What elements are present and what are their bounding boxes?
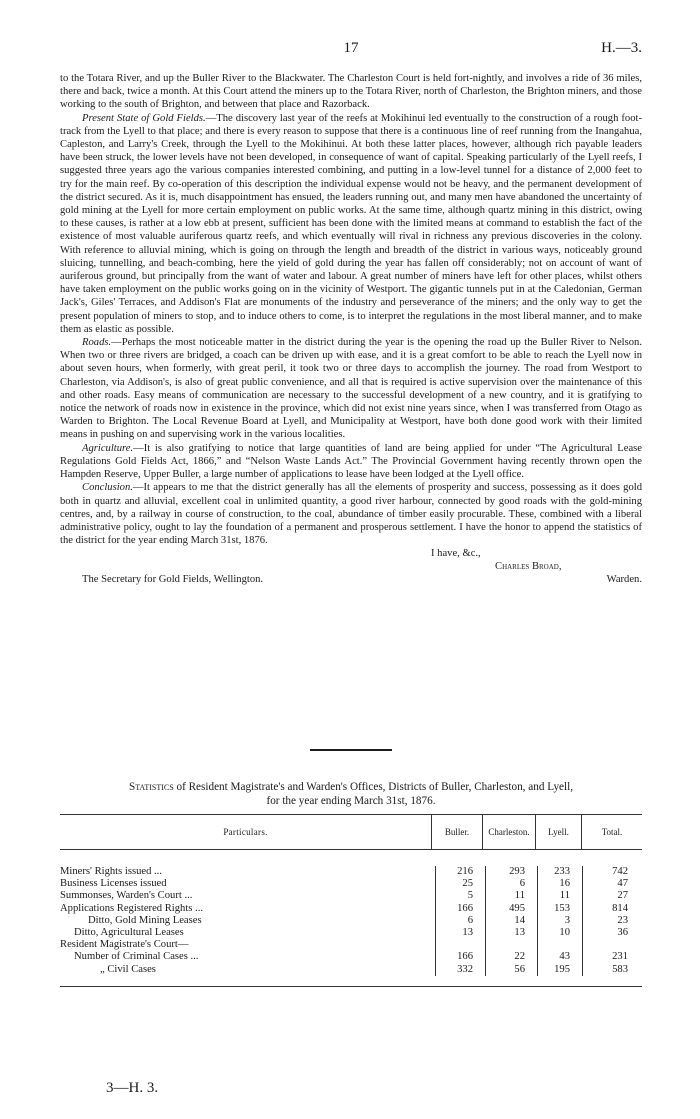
body-text bbox=[60, 72, 642, 585]
section-divider bbox=[310, 749, 392, 751]
cell-total: 583 bbox=[582, 964, 642, 976]
header-particulars: Particulars. bbox=[223, 827, 268, 837]
row-label: Business Licenses issued bbox=[60, 878, 167, 890]
cell-buller bbox=[435, 939, 485, 951]
cell-total: 27 bbox=[582, 890, 642, 902]
paragraph-conclusion: Conclusion.—It appears to me that the district generally has all the elements of prosperity and success, possessing as it does gold both in quartz and alluvial, excellent coal in unlimited quantity, a good river harbour, connected by good roads with the gold-mining centres, and, by a railway in course of construction, to the coal, abundance of timber easily procurable. These, combined with a liberal administrative policy, ought to lay the foundation of a permanent and prosperous settlement. I have the honor to append the statistics of the district for the year ending March 31st, 1876. bbox=[60, 482, 642, 547]
cell-buller: 166 bbox=[435, 951, 485, 963]
cell-total: 23 bbox=[582, 915, 642, 927]
document-reference: H.—3. bbox=[601, 40, 642, 56]
paragraph-roads: Roads.—Perhaps the most noticeable matter in the district during the year is the opening the road up the Buller River to Nelson. When two or three rivers are bridged, a coach can be driven up with ease, and it is a great comfort to be able to reach the Lyell now in about seven hours, when formerly, with great peril, it took two or three days to accomplish the journey. The road from Westport to Charleston, via Addison's, is also of great public convenience, and all that is required is active supervision over the maintenance of this and other roads. Easy means of communication are necessary to the successful development of a new country, and it is gratifying to notice the network of roads now in existence in the province, which did not exist nine years since, when I was transferred from Otago as Warden to Brighton. The Local Revenue Board at Lyell, and Municipality at Westport, have both done good work with their limited means in pushing on and supervising work in the various localities. bbox=[60, 337, 642, 441]
cell-charleston: 56 bbox=[485, 964, 537, 976]
paragraph-lead: Agriculture. bbox=[82, 442, 134, 454]
cell-lyell: 11 bbox=[537, 890, 582, 902]
signature-name: Charles Broad, bbox=[495, 561, 562, 573]
table-row bbox=[60, 927, 642, 939]
row-label: Number of Criminal Cases ... bbox=[74, 951, 199, 963]
cell-total: 742 bbox=[582, 866, 642, 878]
header-total: Total. bbox=[581, 815, 642, 849]
table-row bbox=[60, 939, 642, 951]
row-label: Ditto, Gold Mining Leases bbox=[88, 914, 202, 926]
cell-buller: 13 bbox=[435, 927, 485, 939]
table-row bbox=[60, 903, 642, 915]
header-buller: Buller. bbox=[431, 815, 482, 849]
header-charleston: Charleston. bbox=[482, 815, 535, 849]
cell-lyell bbox=[537, 939, 582, 951]
table-body bbox=[60, 850, 642, 986]
cell-buller: 166 bbox=[435, 903, 485, 915]
row-label: Resident Magistrate's Court— bbox=[60, 939, 189, 951]
table-header-row bbox=[60, 815, 642, 850]
paragraph-lead: Roads. bbox=[82, 337, 112, 349]
cell-buller: 332 bbox=[435, 964, 485, 976]
table-title: Statistics of Resident Magistrate's and Warden's Offices, Districts of Buller, Charleston, and Lyell, for the year ending March 31st, 1876. bbox=[60, 780, 642, 808]
signature-block bbox=[60, 547, 642, 585]
paragraph-agriculture: Agriculture.—It is also gratifying to notice that large quantities of land are being applied for under “The Agricultural Lease Regulations Gold Fields Act, 1866,” and “Nelson Waste Lands Act.” The Provincial Government having recently thrown open the Hampden Reserve, Upper Buller, a large number of applications to lease have been lodged at the Lyell office. bbox=[60, 442, 642, 481]
cell-lyell: 195 bbox=[537, 964, 582, 976]
row-label: Ditto, Agricultural Leases bbox=[74, 926, 184, 938]
cell-total: 47 bbox=[582, 878, 642, 890]
row-label: Summonses, Warden's Court ... bbox=[60, 890, 193, 902]
cell-buller: 5 bbox=[435, 890, 485, 902]
cell-charleston: 6 bbox=[485, 878, 537, 890]
table-title-lead: Statistics bbox=[128, 781, 174, 793]
cell-lyell: 16 bbox=[537, 878, 582, 890]
table-row bbox=[60, 890, 642, 902]
cell-charleston: 11 bbox=[485, 890, 537, 902]
row-label: Applications Registered Rights ... bbox=[60, 902, 204, 914]
row-label: „ Civil Cases bbox=[100, 963, 156, 975]
cell-total: 36 bbox=[582, 927, 642, 939]
paragraph-lead: Present State of Gold Fields. bbox=[82, 112, 206, 124]
table-row bbox=[60, 915, 642, 927]
table-row bbox=[60, 866, 642, 878]
cell-buller: 25 bbox=[435, 878, 485, 890]
cell-charleston bbox=[485, 939, 537, 951]
cell-lyell: 233 bbox=[537, 866, 582, 878]
cell-charleston: 22 bbox=[485, 951, 537, 963]
statistics-table bbox=[60, 814, 642, 987]
signature-closing: I have, &c., bbox=[431, 548, 481, 560]
cell-charleston: 293 bbox=[485, 866, 537, 878]
cell-total: 231 bbox=[582, 951, 642, 963]
cell-lyell: 3 bbox=[537, 915, 582, 927]
paragraph-lead: Conclusion. bbox=[82, 482, 133, 494]
cell-charleston: 495 bbox=[485, 903, 537, 915]
paragraph-gold-fields: Present State of Gold Fields.—The discovery last year of the reefs at Mokihinui led eventually to the construction of a rough foot-track from the Lyell to that place; and there is every reason to suppose that there is a continuous line of reef running from the Inangahua, Capleston, and Larry's Creek, through the Lyell to the Mokihinui. At both these latter places, however, although rich payable leaders have been struck, the lower levels have not been developed, in consequence of want of capital. Speaking particularly of the Lyell reefs, I suggested three years ago the various companies interested combining, and putting in a low-level tunnel for a distance of 2,000 feet to try for the main reef. By co-operation of this description the individual expense would not be heavy, and the permanent development of the district secured. As it is, much disappointment has ensued, the leaders running out, and many men have abandoned the uncertainty of gold mining at the Lyell for more certain employment on public works. At the same time, although quartz mining in this district, owing to these causes, is rather at a low ebb at present, sufficient has been done with the limited means at command to establish the fact of the existence of most valuable auriferous quartz reefs, and which eventually will rival in richness any previous discoveries in the colony. With reference to alluvial mining, which is going on through the length and breadth of the district in various ways, noticeably ground sluicing, tunnelling, and beach-combing, here the yield of gold during the year has fallen off considerably; not on account of want of auriferous ground, but principally from the want of water and labour. A great number of miners have left for other places, whilst others have taken employment on the public works going on in the vicinity of Westport. The gigantic tunnels put in at the Caledonian, German Jack's, Giles' Terraces, and Addison's Flat are monuments of the industry and perseverance of the miners; and the only way to get the present population of miners to stop, and to induce others to come, is to interpret the regulations in the most liberal manner, and to make them as elastic as possible. bbox=[60, 112, 642, 335]
cell-lyell: 10 bbox=[537, 927, 582, 939]
cell-total: 814 bbox=[582, 903, 642, 915]
cell-lyell: 153 bbox=[537, 903, 582, 915]
table-row bbox=[60, 951, 642, 963]
signature-title: Warden. bbox=[606, 574, 642, 586]
page-footer: 3—H. 3. bbox=[106, 1080, 159, 1096]
cell-buller: 6 bbox=[435, 915, 485, 927]
addressee: The Secretary for Gold Fields, Wellington. bbox=[82, 574, 264, 586]
table-title-line2: for the year ending March 31st, 1876. bbox=[266, 795, 436, 807]
page-number: 17 bbox=[343, 40, 359, 56]
row-label: Miners' Rights issued ... bbox=[60, 866, 162, 877]
cell-lyell: 43 bbox=[537, 951, 582, 963]
page-header bbox=[60, 40, 642, 60]
header-lyell: Lyell. bbox=[535, 815, 581, 849]
paragraph-intro: to the Totara River, and up the Buller River to the Blackwater. The Charleston Court is held fort-nightly, and involves a ride of 36 miles, there and back, twice a month. At this Court attend the miners up to the Totara River, north of Charleston, the Brighton miners, and those working to the south of Brighton, and between that place and Razorback. bbox=[60, 73, 642, 111]
cell-charleston: 14 bbox=[485, 915, 537, 927]
cell-total bbox=[582, 939, 642, 951]
table-row bbox=[60, 878, 642, 890]
cell-buller: 216 bbox=[435, 866, 485, 878]
cell-charleston: 13 bbox=[485, 927, 537, 939]
table-row bbox=[60, 964, 642, 976]
